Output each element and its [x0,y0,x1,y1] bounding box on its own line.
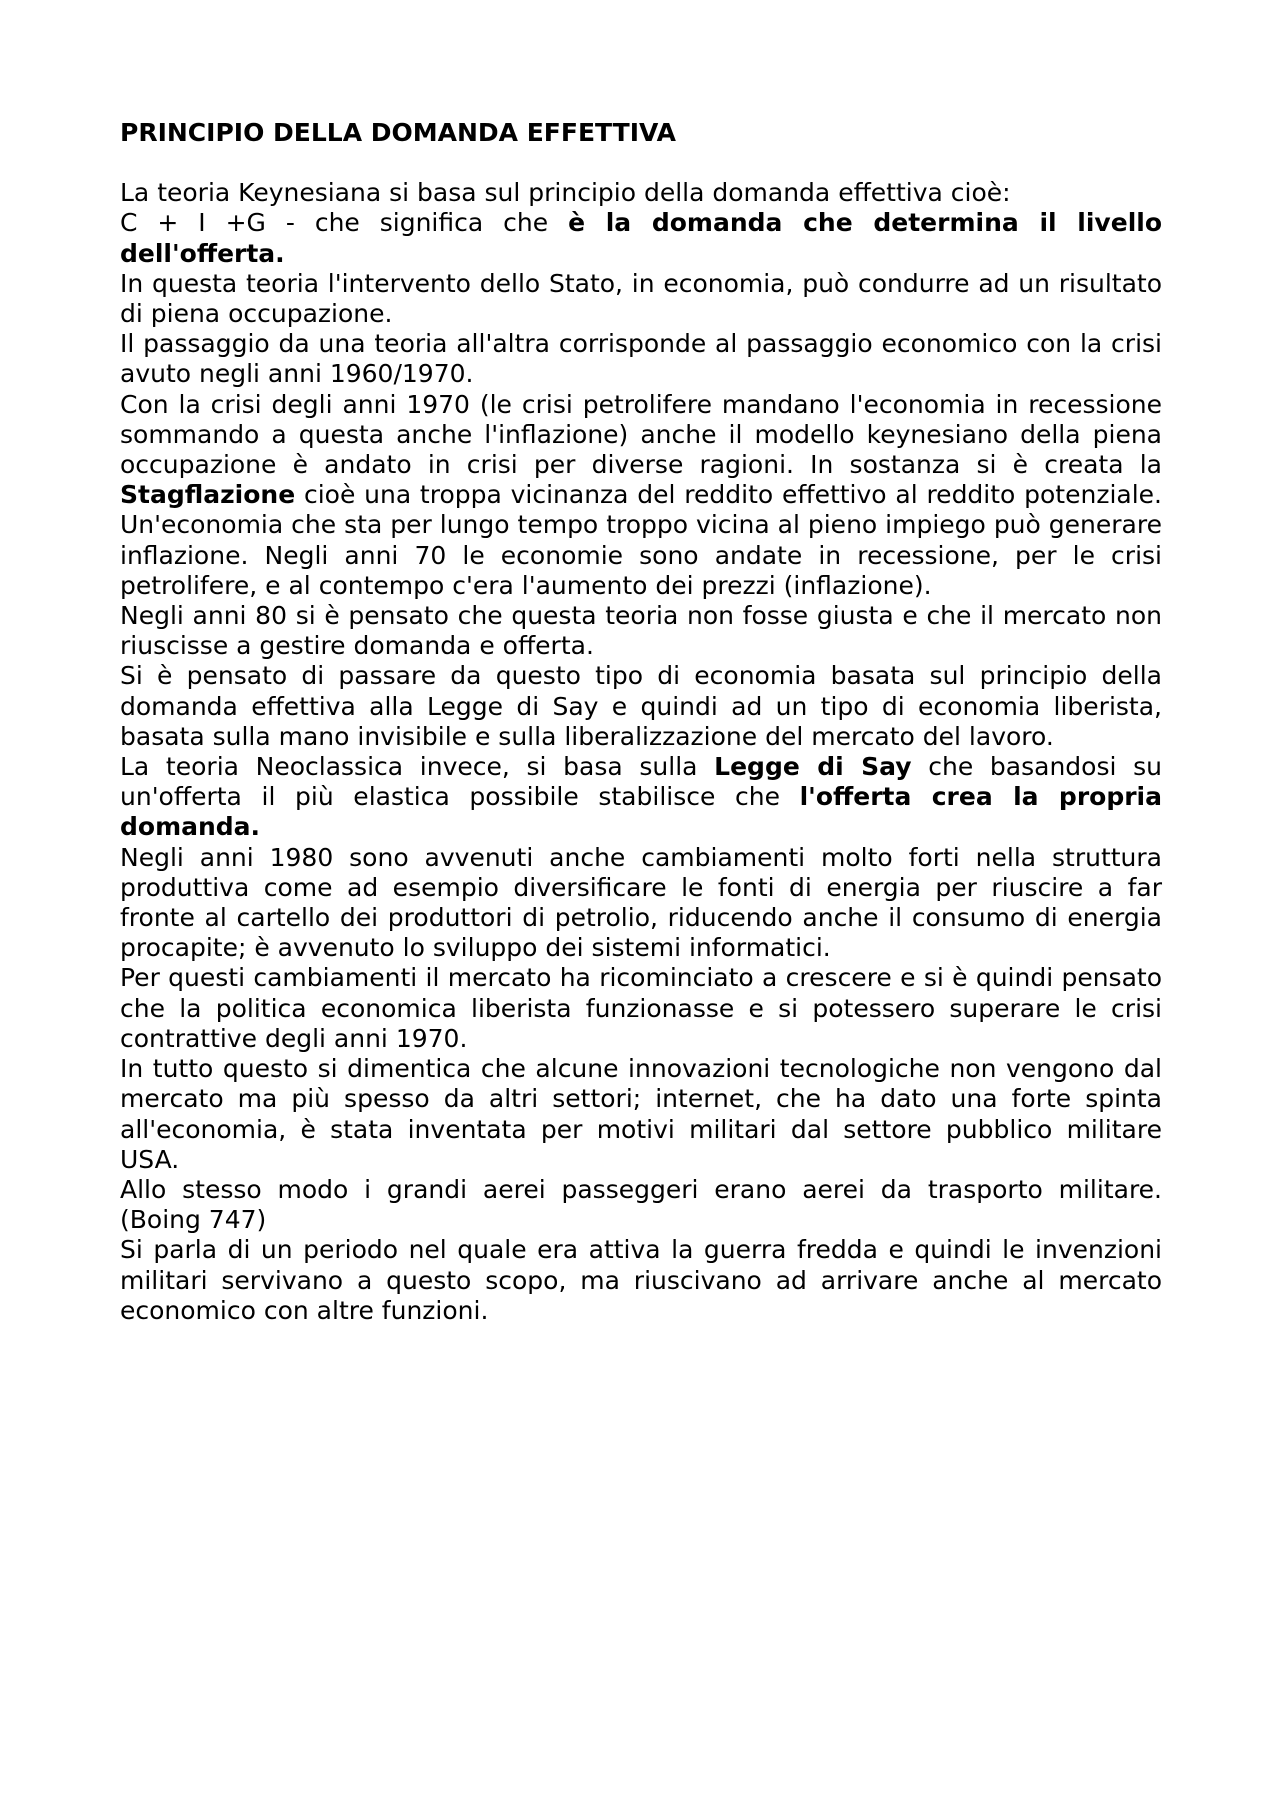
paragraph-market-growth-text: Per questi cambiamenti il mercato ha ricominciato a crescere e si è quindi pensato che la politica economica liberista funzionasse e si potessero superare le crisi contrattive degli anni 1970. [120,963,1162,1053]
supply-creates-demand-bold: l'offerta crea la propria domanda. [120,782,1162,842]
paragraph-formula [120,208,1162,268]
formula-text: C + I +G - che significa che [120,208,569,238]
stagflation-bold-term: Stagflazione [120,480,296,510]
document-title: PRINCIPIO DELLA DOMANDA EFFETTIVA [120,118,677,147]
paragraph-eighties [120,601,1162,661]
paragraph-say-law-transition [120,661,1162,752]
paragraph-theory-transition-text: Il passaggio da una teoria all'altra corrisponde al passaggio economico con la crisi avuto negli anni 1960/1970. [120,329,1162,389]
paragraph-state-intervention [120,269,1162,329]
paragraph-airplanes [120,1175,1162,1235]
paragraph-say-law-transition-text: Si è pensato di passare da questo tipo di economia basata sul principio della domanda effettiva alla Legge di Say e quindi ad un tipo di economia liberista, basata sulla mano invisibile e sulla liberalizzazione del mercato del lavoro. [120,661,1162,751]
paragraph-structural-changes [120,843,1162,964]
paragraph-eighties-text: Negli anni 80 si è pensato che questa teoria non fosse giusta e che il mercato non riuscisse a gestire domanda e offerta. [120,601,1162,661]
neoclassical-text-a: La teoria Neoclassica invece, si basa sulla [120,752,715,782]
paragraph-stagflation [120,390,1162,601]
say-law-bold-term: Legge di Say [714,752,912,782]
paragraph-innovations [120,1054,1162,1175]
stagflation-text-c: cioè una troppa vicinanza del reddito effettivo al reddito potenziale. Un'economia che sta per lungo tempo troppo vicina al pieno impiego può generare inflazione. Negli anni 70 le economie sono andate in recessione, per le crisi petrolifere, e al contempo c'era l'aumento dei prezzi (inflazione). [120,480,1162,600]
paragraph-keynes-intro-text: La teoria Keynesiana si basa sul principio della domanda effettiva cioè: [120,178,1011,208]
paragraph-innovations-text: In tutto questo si dimentica che alcune innovazioni tecnologiche non vengono dal mercato ma più spesso da altri settori; internet, che ha dato una forte spinta all'economia, è stata inventata per motivi militari dal settore pubblico militare USA. [120,1054,1162,1174]
paragraph-cold-war-text: Si parla di un periodo nel quale era attiva la guerra fredda e quindi le invenzioni militari servivano a questo scopo, ma riuscivano ad arrivare anche al mercato economico con altre funzioni. [120,1235,1162,1325]
paragraph-neoclassical [120,752,1162,843]
paragraph-structural-changes-text: Negli anni 1980 sono avvenuti anche cambiamenti molto forti nella struttura produttiva come ad esempio diversificare le fonti di energia per riuscire a far fronte al cartello dei produttori di petrolio, riducendo anche il consumo di energia procapite; è avvenuto lo sviluppo dei sistemi informatici. [120,842,1162,963]
formula-bold-text: è la domanda che determina il livello dell'offerta. [120,208,1163,268]
paragraph-airplanes-text: Allo stesso modo i grandi aerei passeggeri erano aerei da trasporto militare. (Boing 747) [120,1174,1162,1235]
paragraph-state-intervention-text: In questa teoria l'intervento dello Stato, in economia, può condurre ad un risultato di piena occupazione. [120,268,1162,329]
stagflation-text-a: Con la crisi degli anni 1970 (le crisi petrolifere mandano l'economia in recessione sommando a questa anche l'inflazione) anche il modello keynesiano della piena occupazione è andato in crisi per diverse ragioni. In sostanza si è creata la [120,389,1162,480]
paragraph-cold-war [120,1235,1162,1326]
neoclassical-text-c: che basandosi su un'offerta il più elastica possibile stabilisce che [120,752,1162,812]
paragraph-market-growth [120,963,1162,1054]
document-page [120,118,1162,1326]
paragraph-keynes-intro [120,178,1162,208]
paragraph-theory-transition [120,329,1162,389]
